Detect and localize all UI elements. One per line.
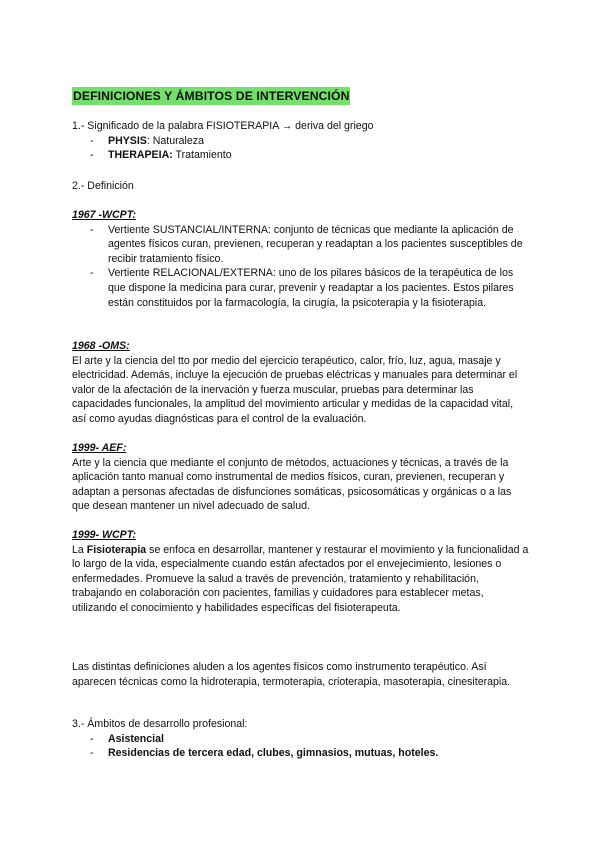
definition-heading: 1999- AEF: — [72, 442, 127, 454]
definition-text: El arte y la ciencia del tto por medio del ejercicio terapéutico, calor, frío, luz, agua, masaje y electricidad. Además, incluye la ejecución de pruebas eléctricas y manuales para determinar el valor de la afectación de la inervación y fuerza muscular, pruebas para determinar las capacidades funcionales, la amplitud del movimiento articular y medidas de la capacidad vital, así como ayudas diagnósticas para el control de la evaluación. — [72, 354, 518, 425]
page-title: DEFINICIONES Y ÁMBITOS DE INTERVENCIÓN — [73, 89, 350, 103]
definition-heading: 1968 -OMS: — [72, 340, 130, 352]
list-item: - Residencias de tercera edad, clubes, gimnasios, mutuas, hoteles. — [90, 747, 439, 760]
section-3 — [72, 717, 530, 761]
section-1 — [72, 119, 530, 163]
list-item: - Vertiente SUSTANCIAL/INTERNA: conjunto de técnicas que mediante la aplicación de agentes físicos curan, previenen, recuperan y readaptan a los pacientes susceptibles de recibir tratamiento físico. — [90, 223, 523, 265]
definition-wcpt-1999 — [72, 528, 530, 616]
term: PHYSIS — [108, 134, 147, 147]
definition-text: Arte y la ciencia que mediante el conjunto de métodos, actuaciones y técnicas, a través de la aplicación tanto manual como instrumental de medios físicos, curan, previenen, recuperan y adaptan a personas afectadas de disfunciones somáticas, psicosomáticas y orgánicas o a las que desean mantener un nivel adecuado de salud. — [72, 456, 512, 513]
section-2-intro: 2.- Definición — [72, 180, 134, 192]
list-item: - Vertiente RELACIONAL/EXTERNA: uno de los pilares básicos de la terapéutica de los que dispone la medicina para curar, prevenir y readaptar a los pacientes. Estos pilares están constituidos por la farmacología, la cirugía, la psicoterapia y la fisioterapia. — [90, 267, 514, 309]
definition-heading: 1967 -WCPT: — [72, 209, 136, 221]
list-item: - THERAPEIA: Tratamiento — [90, 149, 232, 162]
definition-text: La Fisioterapia se enfoca en desarrollar, mantener y restaurar el movimiento y la funcionalidad a lo largo de la vida, especialmente cuando están afectados por el envejecimiento, lesiones o enfermedades. Promueve la salud a través de prevención, tratamiento y rehabilitación, trabajando en colaboración con pacientes, familias y cuidadores para establecer metas, utilizando el conocimiento y habilidades específicas del fisioterapeuta. — [72, 543, 529, 614]
definition-heading: 1999- WCPT: — [72, 529, 136, 541]
list-item: - Asistencial — [90, 732, 164, 745]
definition-oms-1968 — [72, 339, 530, 427]
section-1-intro: 1.- Significado de la palabra FISIOTERAPIA → deriva del griego — [72, 120, 374, 132]
definition-aef-1999 — [72, 441, 530, 514]
definition-wcpt-1967 — [72, 208, 530, 310]
term: THERAPEIA: — [108, 149, 173, 162]
section-3-intro: 3.- Ámbitos de desarrollo profesional: — [72, 718, 248, 730]
list-item: - PHYSIS: Naturaleza — [90, 134, 204, 147]
definitions-summary: Las distintas definiciones aluden a los agentes físicos como instrumento terapéutico. Así aparecen técnicas como la hidroterapia, termoterapia, crioterapia, masoterapia, cinesiterapia. — [72, 661, 511, 688]
